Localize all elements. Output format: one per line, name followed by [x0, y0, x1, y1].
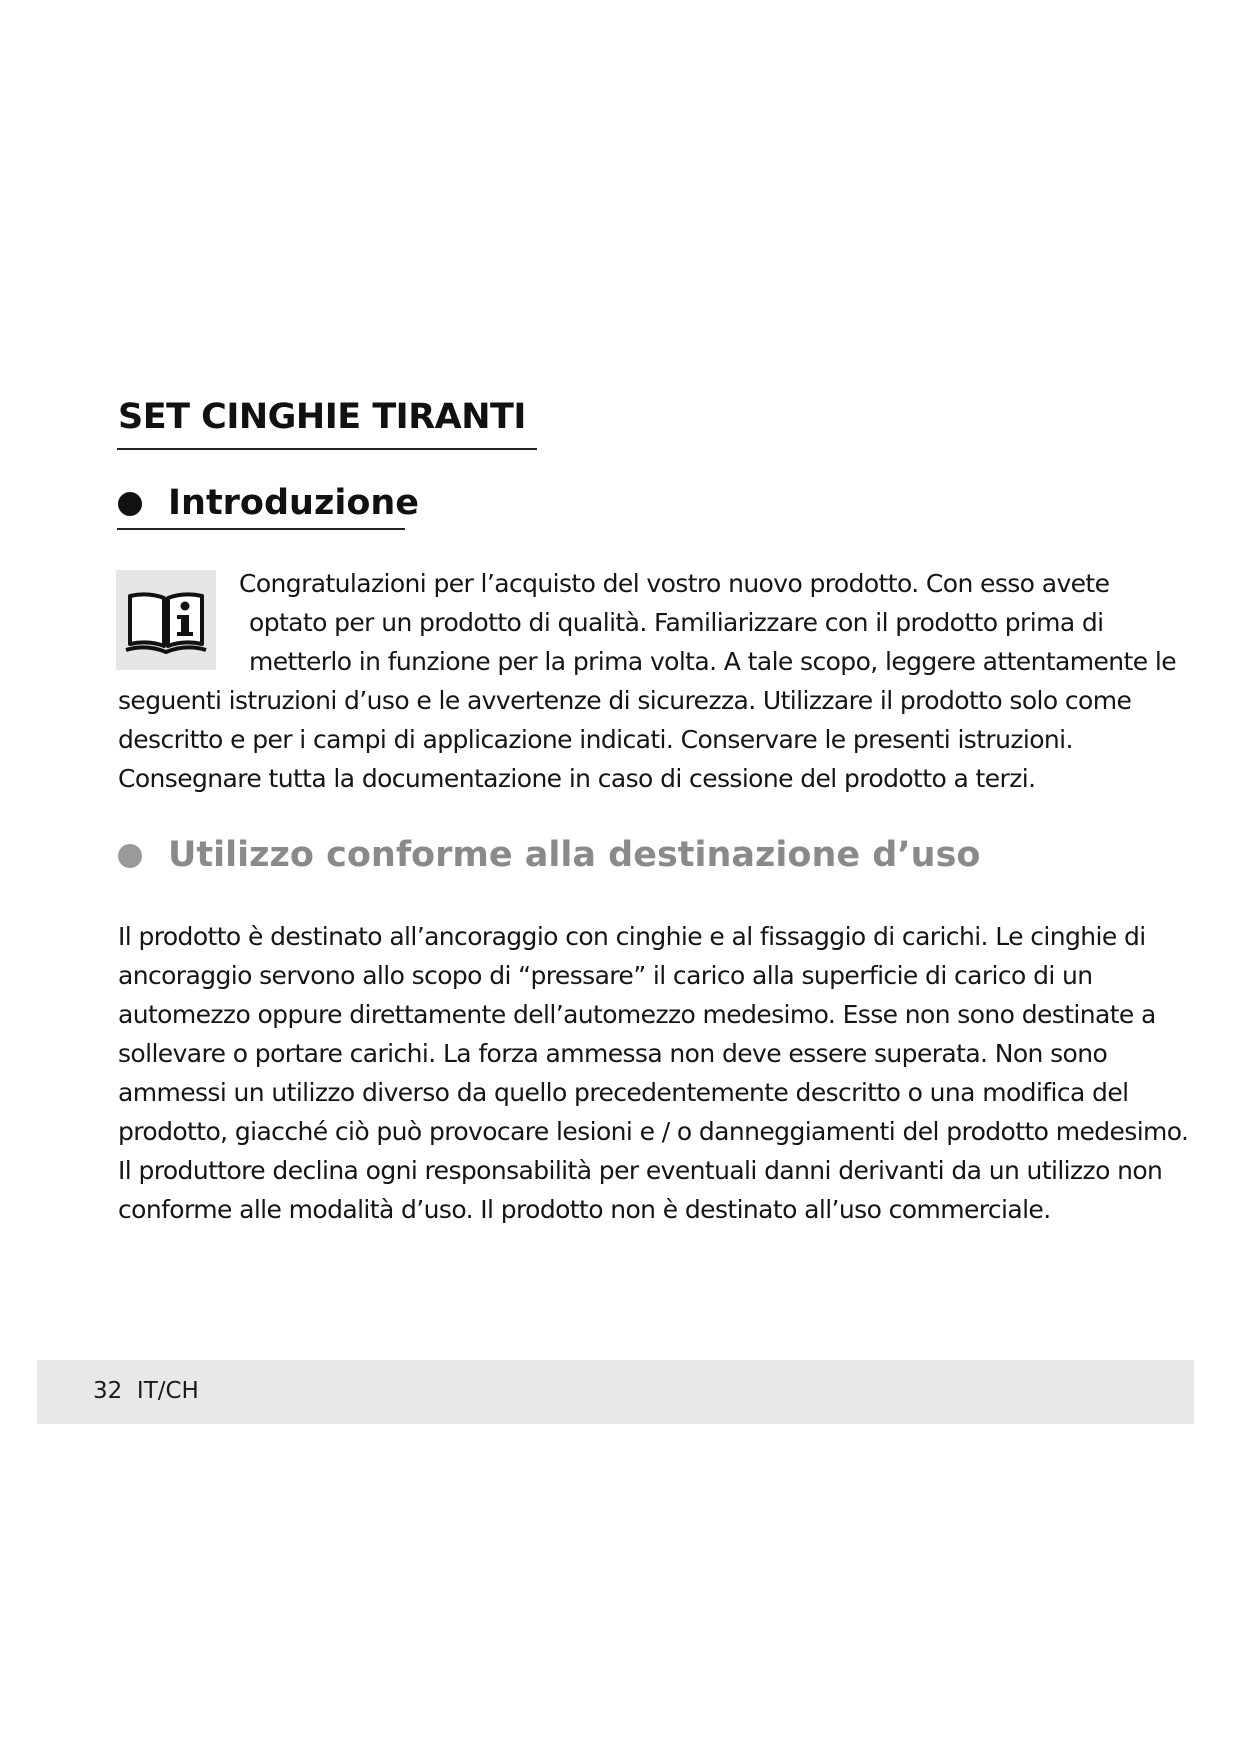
- intended-use-line: sollevare o portare carichi. La forza ammessa non deve essere superata. Non sono: [118, 1039, 1108, 1068]
- intro-line: Congratulazioni per l’acquisto del vostro nuovo prodotto. Con esso avete: [239, 569, 1110, 598]
- intro-line: descritto e per i campi di applicazione indicati. Conservare le presenti istruzioni.: [118, 725, 1073, 754]
- intro-paragraph-body: [118, 681, 1131, 798]
- intended-use-line: ammessi un utilizzo diverso da quello precedentemente descritto o una modifica del: [118, 1078, 1129, 1107]
- intended-use-paragraph: [118, 917, 1188, 1229]
- intro-paragraph-lead: [239, 564, 1176, 681]
- page-title: SET CINGHIE TIRANTI: [118, 397, 526, 437]
- section-heading-label: Introduzione: [168, 483, 420, 523]
- intro-line: optato per un prodotto di qualità. Familiarizzare con il prodotto prima di: [249, 608, 1104, 637]
- intended-use-line: Il prodotto è destinato all’ancoraggio con cinghie e al fissaggio di carichi. Le cinghie di: [118, 922, 1146, 951]
- intro-line: metterlo in funzione per la prima volta. A tale scopo, leggere attentamente le: [249, 647, 1176, 676]
- section-heading-label: Utilizzo conforme alla destinazione d’uso: [168, 835, 981, 875]
- intro-line: seguenti istruzioni d’uso e le avvertenze di sicurezza. Utilizzare il prodotto solo come: [118, 686, 1132, 715]
- footer-label: [93, 1378, 199, 1404]
- intro-line: Consegnare tutta la documentazione in caso di cessione del prodotto a terzi.: [118, 764, 1036, 793]
- intended-use-line: automezzo oppure direttamente dell’automezzo medesimo. Esse non sono destinate a: [118, 1000, 1156, 1029]
- page-number: 32: [93, 1378, 123, 1404]
- intended-use-line: ancoraggio servono allo scopo di “pressare” il carico alla superficie di carico di un: [118, 961, 1093, 990]
- book-info-icon: [116, 570, 216, 670]
- locale-label: IT/CH: [136, 1378, 199, 1404]
- title-underline: [117, 448, 537, 450]
- intended-use-line: Il produttore declina ogni responsabilità per eventuali danni derivanti da un utilizzo non: [118, 1156, 1163, 1185]
- bullet-icon: [118, 844, 142, 868]
- page-footer: [37, 1360, 1194, 1424]
- bullet-icon: [118, 492, 142, 516]
- intended-use-line: conforme alle modalità d’uso. Il prodotto non è destinato all’uso commerciale.: [118, 1195, 1051, 1224]
- intended-use-line: prodotto, giacché ciò può provocare lesioni e / o danneggiamenti del prodotto medesimo.: [118, 1117, 1189, 1146]
- section-heading-intended-use: [118, 835, 981, 875]
- section-heading-underline: [117, 528, 405, 530]
- section-heading-introduction: [118, 483, 420, 523]
